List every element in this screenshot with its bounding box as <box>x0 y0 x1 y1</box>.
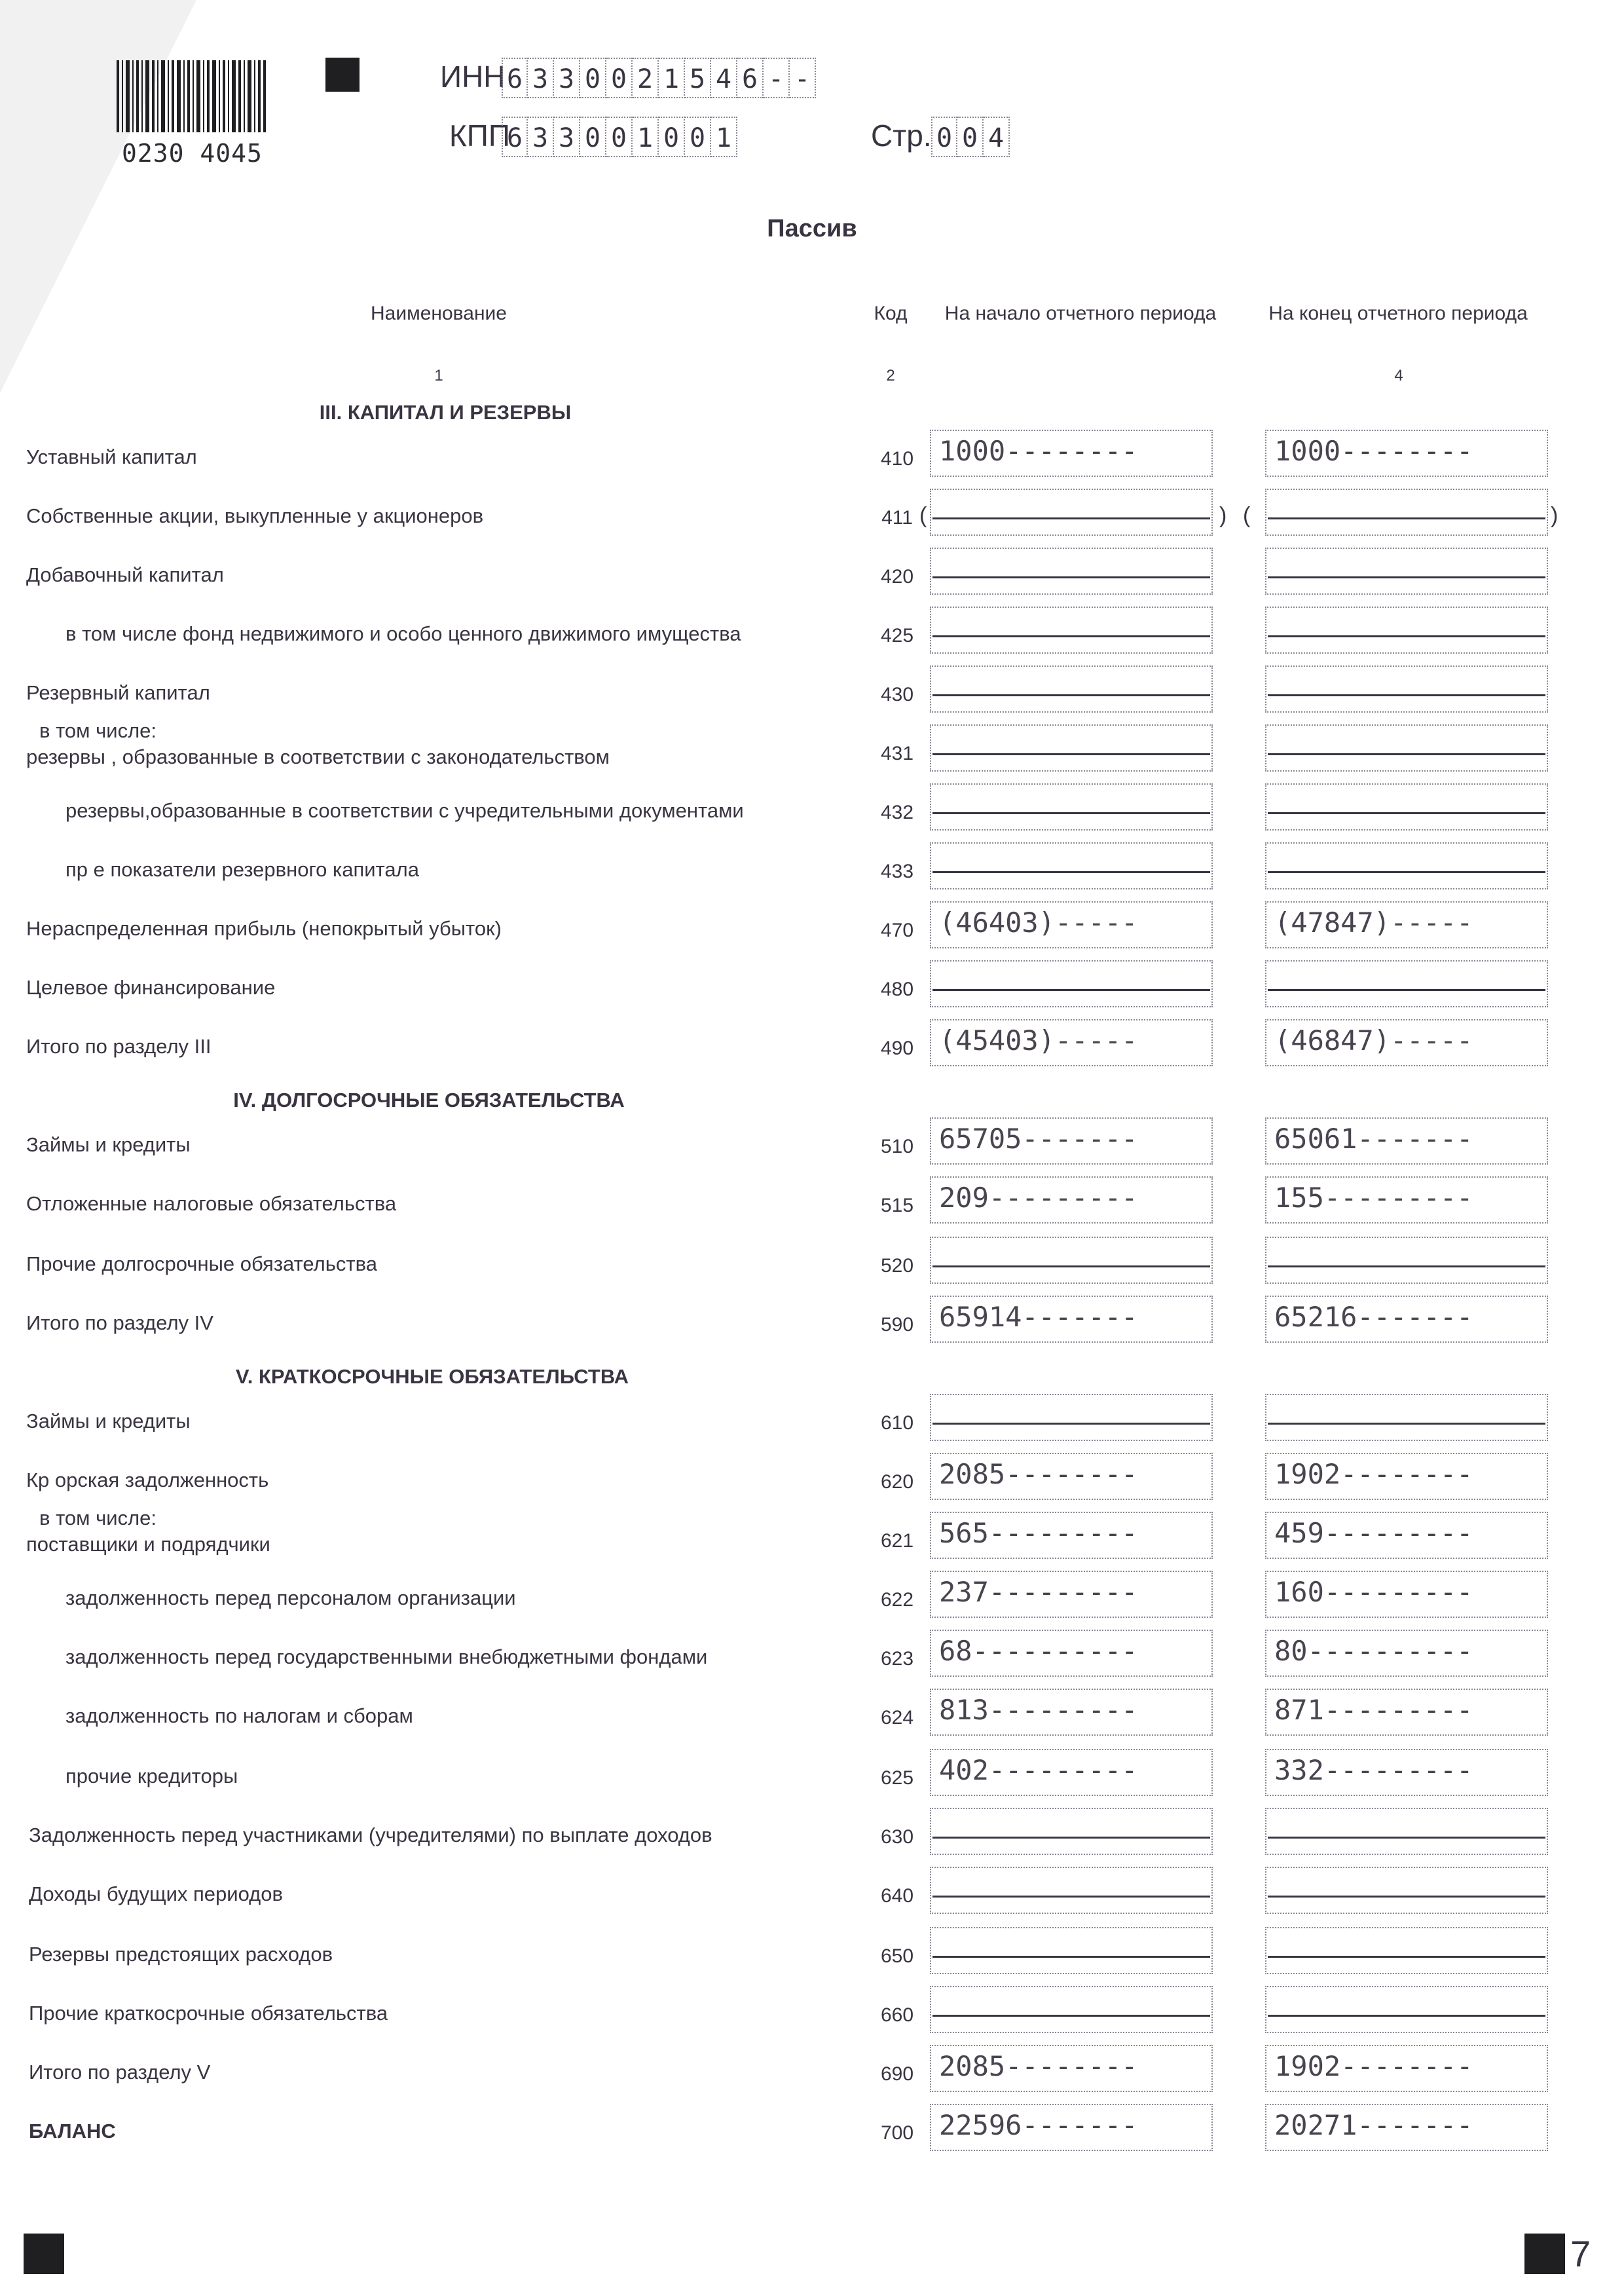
row-code: 520 <box>880 1255 914 1277</box>
empty-value-line <box>932 1837 1210 1839</box>
digit-cell: 2 <box>633 58 659 98</box>
value-box-end <box>1265 1986 1548 2033</box>
empty-value-line <box>1268 2015 1545 2017</box>
empty-value-line <box>932 1896 1210 1898</box>
row-value-end: 1902-------- <box>1274 2050 1473 2082</box>
row-label: Доходы будущих периодов <box>29 1882 283 1905</box>
kpp-label: КПП <box>449 119 510 153</box>
row-code: 411 <box>881 507 913 529</box>
value-box-start <box>930 783 1213 831</box>
row-value-start: 565--------- <box>939 1517 1138 1549</box>
row-value-end: 155--------- <box>1274 1182 1473 1214</box>
row-value-end: 1000-------- <box>1274 435 1473 467</box>
column-header-name: Наименование <box>371 303 507 324</box>
row-code: 425 <box>880 625 914 646</box>
row-label: задолженность перед персоналом организации <box>65 1586 516 1609</box>
column-header-code: Код <box>874 303 908 324</box>
value-box-start <box>930 548 1213 595</box>
row-label: прочие кредиторы <box>65 1765 238 1787</box>
value-box-start <box>930 1394 1213 1441</box>
row-value-start: 402--------- <box>939 1754 1138 1786</box>
kpp-cells <box>502 117 737 157</box>
row-label: задолженность по налогам и сборам <box>65 1704 413 1727</box>
row-code: 624 <box>880 1707 914 1729</box>
empty-value-line <box>1268 635 1545 637</box>
row-code: 623 <box>880 1648 914 1670</box>
empty-value-line <box>1268 1265 1545 1267</box>
value-box-end <box>1265 548 1548 595</box>
empty-value-line <box>932 871 1210 873</box>
digit-cell: 0 <box>606 58 633 98</box>
value-box-end <box>1265 1237 1548 1284</box>
value-box-end <box>1265 489 1548 536</box>
empty-value-line <box>932 635 1210 637</box>
row-label: поставщики и подрядчики <box>26 1533 270 1556</box>
section-title: III. КАПИТАЛ И РЕЗЕРВЫ <box>319 401 572 424</box>
row-value-end: 65216------- <box>1274 1301 1473 1333</box>
digit-cell: 3 <box>528 117 554 157</box>
parenthesis: ) <box>1219 503 1227 528</box>
digit-cell: 1 <box>633 117 659 157</box>
row-code: 621 <box>880 1530 914 1552</box>
empty-value-line <box>932 1265 1210 1267</box>
row-label: Займы и кредиты <box>26 1410 191 1432</box>
row-label: Задолженность перед участниками (учредителями) по выплате доходов <box>29 1824 712 1846</box>
value-box-end <box>1265 1867 1548 1914</box>
digit-cell: 3 <box>554 117 580 157</box>
row-label: Собственные акции, выкупленные у акционеров <box>26 504 484 527</box>
value-box-end <box>1265 1394 1548 1441</box>
value-box-start <box>930 607 1213 654</box>
empty-value-line <box>1268 753 1545 755</box>
handwritten-mark: 7 <box>1570 2233 1591 2274</box>
value-box-end <box>1265 724 1548 772</box>
row-code: 410 <box>880 448 914 470</box>
row-code: 640 <box>880 1885 914 1907</box>
value-box-end <box>1265 1927 1548 1974</box>
row-label: задолженность перед государственными внебюджетными фондами <box>65 1645 708 1668</box>
row-code: 430 <box>880 684 914 705</box>
row-label: в том числе фонд недвижимого и особо ценного движимого имущества <box>65 622 741 645</box>
row-label: Нераспределенная прибыль (непокрытый убыток) <box>26 917 502 940</box>
value-box-start <box>930 1808 1213 1855</box>
parenthesis: ( <box>1243 503 1251 528</box>
registration-mark <box>1524 2234 1565 2274</box>
row-label: пр е показатели резервного капитала <box>65 858 419 881</box>
column-number-1: 1 <box>434 367 443 384</box>
empty-value-line <box>932 694 1210 696</box>
row-code: 590 <box>880 1314 914 1336</box>
empty-value-line <box>932 1423 1210 1425</box>
row-label: резервы , образованные в соответствии с законодательством <box>26 745 610 768</box>
empty-value-line <box>932 1956 1210 1958</box>
digit-cell: 4 <box>711 58 737 98</box>
digit-cell: 0 <box>957 117 984 157</box>
value-box-start <box>930 1237 1213 1284</box>
row-code: 622 <box>880 1589 914 1611</box>
digit-cell: 0 <box>580 117 606 157</box>
row-value-end: 80---------- <box>1274 1635 1473 1667</box>
empty-value-line <box>932 989 1210 991</box>
value-box-start <box>930 842 1213 889</box>
barcode-number: 0230 4045 <box>122 139 263 168</box>
row-code: 510 <box>880 1136 914 1157</box>
column-header-end: На конец отчетного периода <box>1268 303 1528 324</box>
row-label: Уставный капитал <box>26 445 197 468</box>
digit-cell: 6 <box>737 58 764 98</box>
digit-cell: - <box>790 58 816 98</box>
row-value-end: 65061------- <box>1274 1123 1473 1155</box>
row-code: 700 <box>880 2122 914 2144</box>
row-code: 630 <box>880 1826 914 1848</box>
value-box-start <box>930 1867 1213 1914</box>
value-box-end <box>1265 960 1548 1007</box>
row-value-end: 459--------- <box>1274 1517 1473 1549</box>
row-label: Итого по разделу III <box>26 1035 212 1058</box>
digit-cell: 5 <box>685 58 711 98</box>
row-code: 650 <box>880 1945 914 1967</box>
row-code: 690 <box>880 2063 914 2085</box>
empty-value-line <box>1268 989 1545 991</box>
row-value-start: (46403)----- <box>939 907 1138 939</box>
row-value-start: 2085-------- <box>939 1458 1138 1490</box>
digit-cell: 3 <box>554 58 580 98</box>
value-box-start <box>930 1986 1213 2033</box>
value-box-start <box>930 665 1213 713</box>
empty-value-line <box>1268 517 1545 519</box>
value-box-end <box>1265 842 1548 889</box>
row-code: 610 <box>880 1412 914 1434</box>
section-title: V. КРАТКОСРОЧНЫЕ ОБЯЗАТЕЛЬСТВА <box>235 1365 629 1388</box>
row-code: 490 <box>880 1038 914 1059</box>
row-value-end: 20271------- <box>1274 2109 1473 2141</box>
row-value-start: 1000-------- <box>939 435 1138 467</box>
row-label: Прочие долгосрочные обязательства <box>26 1252 377 1275</box>
row-code: 431 <box>880 743 914 764</box>
row-value-start: 22596------- <box>939 2109 1138 2141</box>
row-value-start: 209--------- <box>939 1182 1138 1214</box>
row-value-start: 813--------- <box>939 1694 1138 1726</box>
barcode-icon <box>117 60 266 144</box>
page-label: Стр. <box>871 119 932 153</box>
empty-value-line <box>932 576 1210 578</box>
digit-cell: 1 <box>659 58 685 98</box>
registration-mark <box>325 58 360 92</box>
row-value-start: 2085-------- <box>939 2050 1138 2082</box>
row-label: Резервы предстоящих расходов <box>29 1943 333 1966</box>
digit-cell: 0 <box>931 117 957 157</box>
empty-value-line <box>1268 1956 1545 1958</box>
row-code: 480 <box>880 979 914 1000</box>
empty-value-line <box>932 517 1210 519</box>
row-code: 515 <box>880 1195 914 1216</box>
row-label: Прочие краткосрочные обязательства <box>29 2002 388 2025</box>
digit-cell: 6 <box>502 58 528 98</box>
column-number-4: 4 <box>1394 367 1403 384</box>
row-label: Резервный капитал <box>26 681 210 704</box>
row-value-end: 871--------- <box>1274 1694 1473 1726</box>
row-value-start: 65705------- <box>939 1123 1138 1155</box>
digit-cell: 0 <box>659 117 685 157</box>
empty-value-line <box>1268 871 1545 873</box>
empty-value-line <box>1268 694 1545 696</box>
section-title: IV. ДОЛГОСРОЧНЫЕ ОБЯЗАТЕЛЬСТВА <box>233 1089 625 1112</box>
empty-value-line <box>1268 1837 1545 1839</box>
digit-cell: 0 <box>580 58 606 98</box>
empty-value-line <box>1268 1896 1545 1898</box>
empty-value-line <box>1268 1423 1545 1425</box>
value-box-end <box>1265 1808 1548 1855</box>
value-box-start <box>930 960 1213 1007</box>
value-box-end <box>1265 665 1548 713</box>
value-box-start <box>930 1927 1213 1974</box>
row-label: Кр орская задолженность <box>26 1468 269 1491</box>
row-value-end: 332--------- <box>1274 1754 1473 1786</box>
digit-cell: 0 <box>685 117 711 157</box>
empty-value-line <box>932 812 1210 814</box>
digit-cell: 6 <box>502 117 528 157</box>
inn-cells <box>502 58 816 98</box>
row-code: 660 <box>880 2004 914 2026</box>
row-value-end: 160--------- <box>1274 1576 1473 1608</box>
column-number-2: 2 <box>886 367 895 384</box>
digit-cell: 3 <box>528 58 554 98</box>
parenthesis: ) <box>1551 503 1559 528</box>
value-box-start <box>930 724 1213 772</box>
row-label: Целевое финансирование <box>26 976 276 999</box>
page-corner-shadow <box>0 0 196 393</box>
row-code: 470 <box>880 920 914 941</box>
row-value-start: 65914------- <box>939 1301 1138 1333</box>
row-label: БАЛАНС <box>29 2120 116 2142</box>
row-value-start: (45403)----- <box>939 1024 1138 1057</box>
registration-mark <box>24 2234 64 2274</box>
row-code: 420 <box>880 566 914 588</box>
row-code: 432 <box>880 802 914 823</box>
parenthesis: ( <box>919 503 927 528</box>
digit-cell: - <box>764 58 790 98</box>
empty-value-line <box>932 2015 1210 2017</box>
empty-value-line <box>1268 812 1545 814</box>
row-label: Добавочный капитал <box>26 563 224 586</box>
digit-cell: 0 <box>606 117 633 157</box>
digit-cell: 4 <box>984 117 1010 157</box>
value-box-end <box>1265 607 1548 654</box>
row-label-prefix: в том числе: <box>39 1506 157 1529</box>
value-box-start <box>930 489 1213 536</box>
value-box-end <box>1265 783 1548 831</box>
page-cells <box>931 117 1010 157</box>
row-label: Отложенные налоговые обязательства <box>26 1192 397 1215</box>
row-code: 433 <box>880 861 914 882</box>
row-label: Итого по разделу V <box>29 2061 211 2084</box>
inn-label: ИНН <box>440 60 506 94</box>
row-value-end: (47847)----- <box>1274 907 1473 939</box>
row-label: Итого по разделу IV <box>26 1311 213 1334</box>
row-value-start: 237--------- <box>939 1576 1138 1608</box>
row-code: 625 <box>880 1767 914 1789</box>
empty-value-line <box>932 753 1210 755</box>
row-label: Займы и кредиты <box>26 1133 191 1156</box>
row-value-start: 68---------- <box>939 1635 1138 1667</box>
row-code: 620 <box>880 1471 914 1493</box>
empty-value-line <box>1268 576 1545 578</box>
digit-cell: 1 <box>711 117 737 157</box>
page-title: Пассив <box>767 215 857 242</box>
column-header-start: На начало отчетного периода <box>944 303 1217 324</box>
row-value-end: 1902-------- <box>1274 1458 1473 1490</box>
row-value-end: (46847)----- <box>1274 1024 1473 1057</box>
row-label: резервы,образованные в соответствии с учредительными документами <box>65 799 744 822</box>
row-label-prefix: в том числе: <box>39 719 157 742</box>
